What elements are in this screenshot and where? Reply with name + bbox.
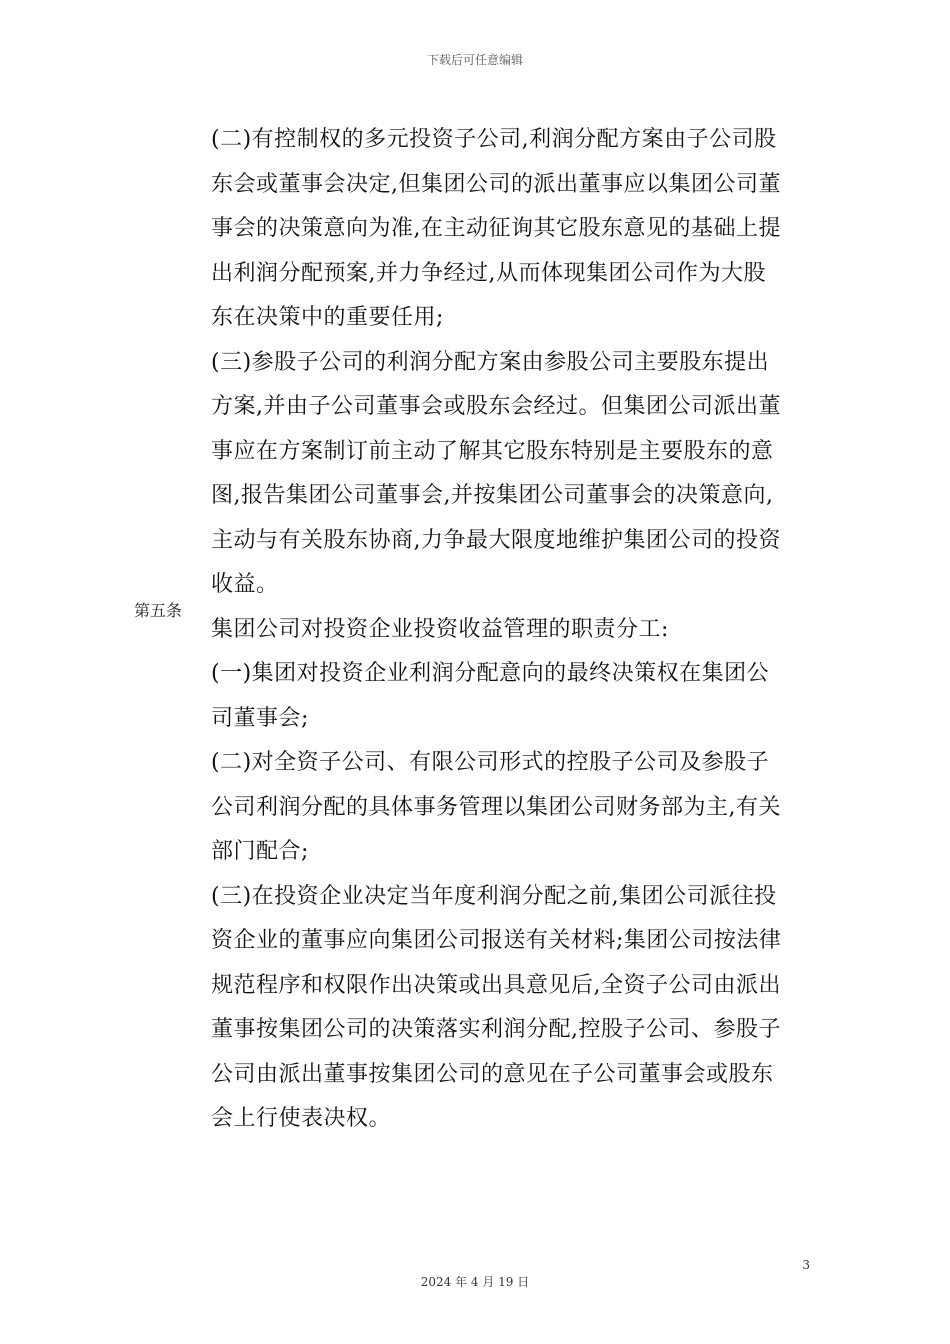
- text-line: (三)在投资企业决定当年度利润分配之前,集团公司派往投: [211, 883, 777, 909]
- text-line: (三)参股子公司的利润分配方案由参股公司主要股东提出: [211, 349, 770, 375]
- footer-date: 2024 年 4 月 19 日: [420, 1275, 530, 1289]
- text-line: (一)集团对投资企业利润分配意向的最终决策权在集团公: [211, 661, 770, 686]
- text-line: (二)有控制权的多元投资子公司,利润分配方案由子公司股: [211, 127, 777, 152]
- text-line: 部门配合;: [211, 839, 309, 864]
- text-line: 图,报告集团公司董事会,并按集团公司董事会的决策意向,: [211, 483, 774, 508]
- text-line: 东会或董事会决定,但集团公司的派出董事应以集团公司董: [211, 171, 781, 197]
- text-line: 司董事会;: [211, 705, 309, 731]
- text-line: 方案,并由子公司董事会或股东会经过。但集团公司派出董: [211, 394, 781, 419]
- article-number-label: 第五条: [134, 601, 183, 620]
- page-number: 3: [802, 1258, 810, 1272]
- text-line: 公司利润分配的具体事务管理以集团公司财务部为主,有关: [211, 794, 781, 820]
- text-line: 事应在方案制订前主动了解其它股东特别是主要股东的意: [211, 438, 774, 464]
- text-line: 资企业的董事应向集团公司报送有关材料;集团公司按法律: [211, 928, 782, 953]
- text-line: 董事按集团公司的决策落实利润分配,控股子公司、参股子: [211, 1017, 781, 1042]
- text-line: 规范程序和权限作出决策或出具意见后,全资子公司由派出: [211, 972, 781, 998]
- text-line: 主动与有关股东协商,力争最大限度地维护集团公司的投资: [211, 527, 781, 553]
- text-line: 收益。: [211, 572, 279, 597]
- text-line: 东在决策中的重要任用;: [211, 305, 444, 330]
- text-line: 出利润分配预案,并力争经过,从而体现集团公司作为大股: [211, 260, 766, 286]
- page-header: 下载后可任意编辑: [426, 53, 523, 67]
- text-line: 事会的决策意向为准,在主动征询其它股东意见的基础上提: [211, 216, 781, 241]
- text-line: 会上行使表决权。: [211, 1106, 392, 1131]
- text-line: 集团公司对投资企业投资收益管理的职责分工:: [211, 616, 669, 642]
- text-line: 公司由派出董事按集团公司的意见在子公司董事会或股东: [211, 1061, 774, 1087]
- text-line: (二)对全资子公司、有限公司形式的控股子公司及参股子: [211, 750, 770, 775]
- document-body: [211, 118, 811, 1142]
